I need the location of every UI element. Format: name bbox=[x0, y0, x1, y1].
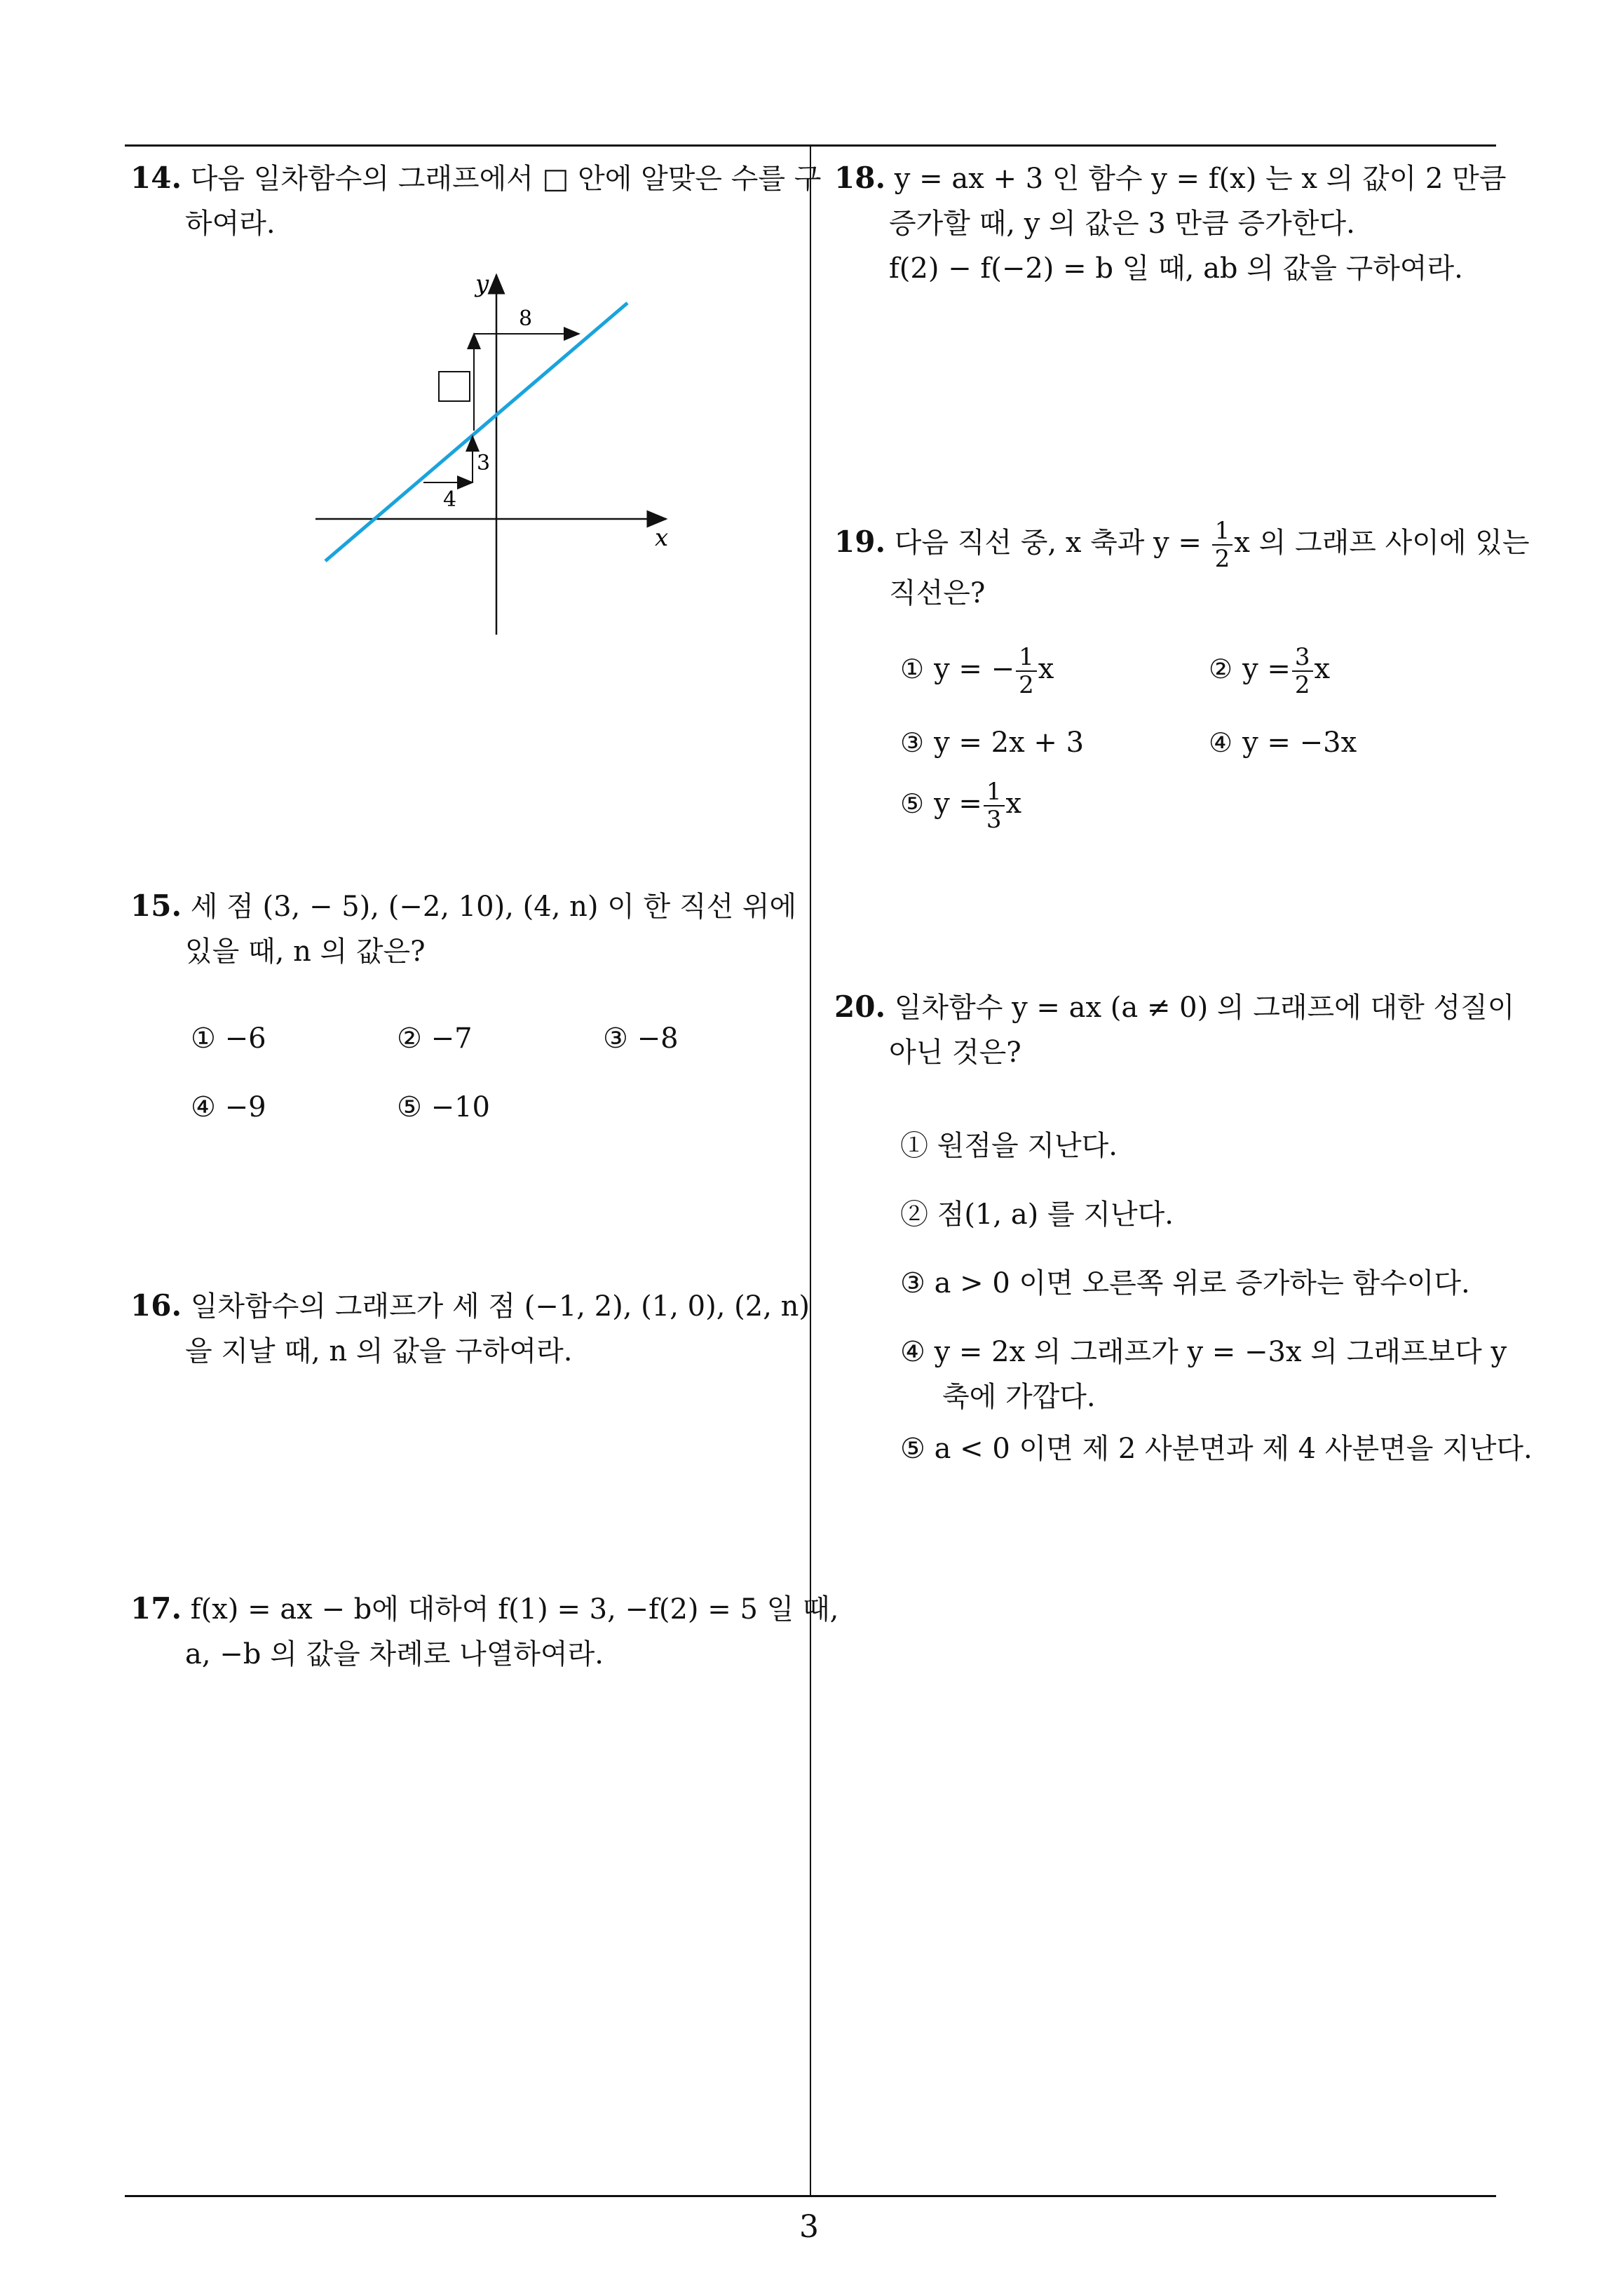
choice-3[interactable]: ③ y = 2x + 3 bbox=[900, 727, 1085, 759]
question-number: 20. bbox=[834, 990, 886, 1024]
question-text: 하여라. bbox=[185, 208, 276, 240]
question-text: a, −b 의 값을 차례로 나열하여라. bbox=[185, 1638, 604, 1670]
question-number: 14. bbox=[130, 161, 182, 195]
choice-4[interactable]: ④ y = 2x 의 그래프가 y = −3x 의 그래프보다 y bbox=[900, 1336, 1507, 1368]
choice-5[interactable]: ⑤ a < 0 이면 제 2 사분면과 제 4 사분면을 지난다. bbox=[900, 1433, 1533, 1465]
choice-2[interactable]: ② y = $\frac{3}{2}$ x bbox=[1209, 643, 1331, 699]
choice-1[interactable]: ① y = − $\frac{1}{2}$ x bbox=[900, 643, 1054, 699]
question-text: x 의 그래프 사이에 있는 bbox=[1234, 527, 1530, 559]
question-number: 18. bbox=[834, 161, 886, 195]
run-label-big: 8 bbox=[519, 306, 533, 331]
choice-2[interactable]: ② −7 bbox=[397, 1022, 473, 1055]
function-line bbox=[325, 303, 627, 561]
question-20 bbox=[834, 985, 1514, 1075]
choice-5[interactable]: ⑤ −10 bbox=[397, 1091, 490, 1123]
question-text: 을 지날 때, n 의 값을 구하여라. bbox=[185, 1335, 573, 1368]
question-text: 세 점 (3, − 5), (−2, 10), (4, n) 이 한 직선 위에 bbox=[190, 891, 797, 923]
question-text: 다음 일차함수의 그래프에서 □ 안에 알맞은 수를 구 bbox=[190, 163, 822, 195]
question-17 bbox=[130, 1586, 838, 1677]
choice-1[interactable]: ① 원점을 지난다. bbox=[900, 1130, 1118, 1162]
question-text: 일차함수 y = ax (a ≠ 0) 의 그래프에 대한 성질이 bbox=[894, 992, 1515, 1024]
question-number: 19. bbox=[834, 525, 886, 559]
column-divider bbox=[810, 144, 811, 2196]
x-axis-label: x bbox=[655, 524, 669, 552]
question-text: f(x) = ax − b에 대하여 f(1) = 3, −f(2) = 5 일 때, bbox=[190, 1593, 839, 1626]
question-16 bbox=[130, 1283, 810, 1374]
question-text: f(2) − f(−2) = b 일 때, ab 의 값을 구하여라. bbox=[889, 252, 1463, 285]
question-number: 15. bbox=[130, 889, 182, 923]
choice-5[interactable]: ⑤ y = $\frac{1}{3}$ x bbox=[900, 778, 1022, 834]
question-text: 있을 때, n 의 값은? bbox=[185, 936, 426, 968]
page-number: 3 bbox=[799, 2209, 819, 2245]
question-18 bbox=[834, 156, 1506, 291]
choice-3[interactable]: ③ −8 bbox=[603, 1022, 679, 1055]
question-14 bbox=[130, 156, 821, 246]
y-axis-label: y bbox=[475, 270, 489, 298]
question-text: 증가할 때, y 의 값은 3 만큼 증가한다. bbox=[889, 208, 1355, 240]
choice-1[interactable]: ① −6 bbox=[191, 1022, 266, 1055]
bottom-rule bbox=[125, 2195, 1496, 2197]
question-number: 16. bbox=[130, 1288, 182, 1323]
choice-4-continued: 축에 가깝다. bbox=[942, 1381, 1096, 1413]
answer-box bbox=[439, 372, 470, 401]
choice-2[interactable]: ② 점(1, a) 를 지난다. bbox=[900, 1198, 1174, 1231]
question-15 bbox=[130, 884, 796, 974]
rise-label-small: 3 bbox=[477, 451, 491, 475]
run-label-small: 4 bbox=[443, 487, 457, 512]
question-text: y = ax + 3 인 함수 y = f(x) 는 x 의 값이 2 만큼 bbox=[894, 163, 1507, 195]
fraction: $\frac{1}{2}$ bbox=[1212, 519, 1233, 571]
question-text: 다음 직선 중, x 축과 y = bbox=[894, 527, 1202, 559]
question-text: 직선은? bbox=[889, 577, 986, 609]
choice-4[interactable]: ④ −9 bbox=[191, 1091, 266, 1123]
question-number: 17. bbox=[130, 1591, 182, 1626]
choice-3[interactable]: ③ a > 0 이면 오른쪽 위로 증가하는 함수이다. bbox=[900, 1267, 1470, 1299]
question-19 bbox=[834, 519, 1530, 616]
linear-function-graph bbox=[308, 266, 673, 645]
question-text: 일차함수의 그래프가 세 점 (−1, 2), (1, 0), (2, n) bbox=[190, 1290, 810, 1323]
choice-4[interactable]: ④ y = −3x bbox=[1209, 727, 1357, 759]
question-text: 아닌 것은? bbox=[889, 1036, 1021, 1069]
